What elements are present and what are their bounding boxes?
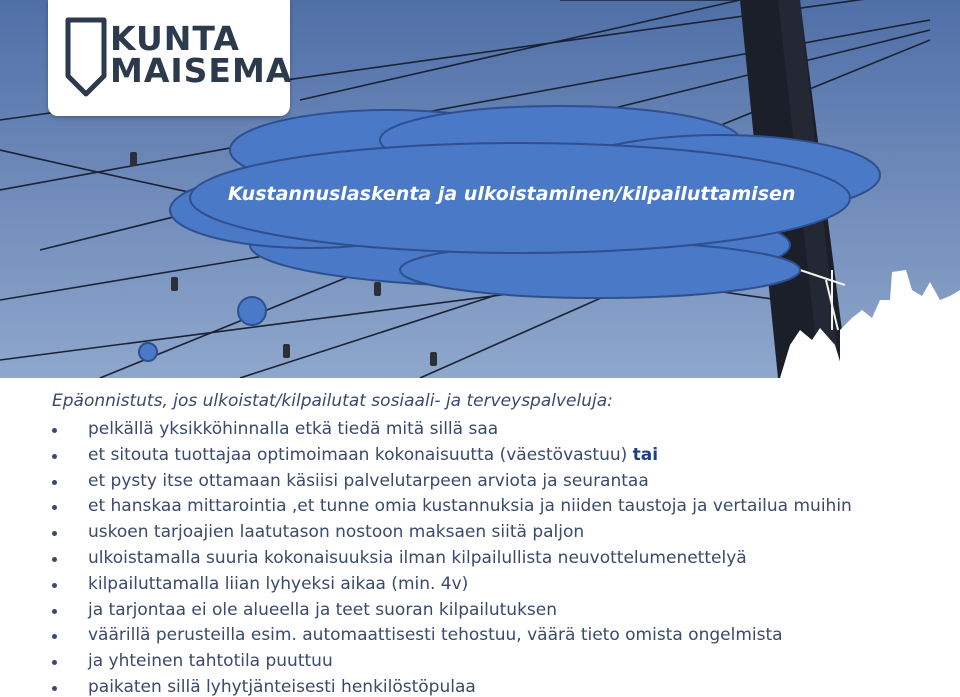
bullet-dot-icon [52, 634, 57, 639]
bullet-dot-icon [52, 660, 57, 665]
bullet-dot-icon [52, 686, 57, 691]
bullet-dot-icon [52, 454, 57, 459]
bullet-text: ulkoistamalla suuria kokonaisuuksia ilman kilpailullista neuvottelumenettelyä [88, 547, 747, 568]
bullet-text: väärillä perusteilla esim. automaattisesti tehostuu, väärä tieto omista ongelmista [88, 625, 783, 646]
bullet-item [52, 598, 852, 624]
bullet-text: kilpailuttamalla liian lyhyeksi aikaa (min. 4v) [88, 573, 469, 594]
bullet-text: paikaten sillä lyhytjänteisesti henkilöstöpulaa [88, 676, 476, 697]
bullet-dot-icon [52, 609, 57, 614]
bullet-text: ja tarjontaa ei ole alueella ja teet suoran kilpailutuksen [88, 599, 558, 620]
logo-text-maisema: MAISEMA [110, 51, 293, 90]
bullet-item [52, 520, 852, 546]
bullet-item [52, 623, 852, 649]
bullet-dot-icon [52, 505, 57, 510]
bullet-item [52, 469, 852, 495]
bullet-emphasis: tai [632, 444, 659, 465]
bullet-dot-icon [52, 531, 57, 536]
bullet-text: ja yhteinen tahtotila puuttuu [88, 651, 333, 672]
bullet-item [52, 675, 852, 697]
bullet-text: uskoen tarjoajien laatutason nostoon maksaen siitä paljon [88, 522, 585, 543]
logo-mark-icon [64, 14, 108, 98]
bullet-dot-icon [52, 480, 57, 485]
bullet-text: et hanskaa mittarointia ,et tunne omia kustannuksia ja niiden taustoja ja vertailua muihin [88, 496, 852, 517]
bullet-item [52, 443, 852, 469]
bullet-item [52, 417, 852, 443]
bullet-item [52, 649, 852, 675]
bullet-text: et sitouta tuottajaa optimoimaan kokonaisuutta (väestövastuu) [88, 444, 628, 465]
slide-title: Kustannuslaskenta ja ulkoistaminen/kilpailuttamisen [228, 183, 796, 205]
intro-text: Epäonnistuts, jos ulkoistat/kilpailutat sosiaali- ja terveyspalveluja: [52, 391, 613, 411]
bullet-item [52, 572, 852, 598]
bullet-dot-icon [52, 557, 57, 562]
bullet-text: et pysty itse ottamaan käsiisi palvelutarpeen arviota ja seurantaa [88, 470, 649, 491]
logo [48, 0, 293, 116]
bullet-dot-icon [52, 428, 57, 433]
logo-text-kunta: KUNTA [110, 19, 240, 58]
bullet-item [52, 494, 852, 520]
bullet-dot-icon [52, 583, 57, 588]
bullet-list [52, 417, 852, 697]
bullet-text: pelkällä yksikköhinnalla etkä tiedä mitä sillä saa [88, 419, 499, 439]
bullet-item [52, 546, 852, 572]
